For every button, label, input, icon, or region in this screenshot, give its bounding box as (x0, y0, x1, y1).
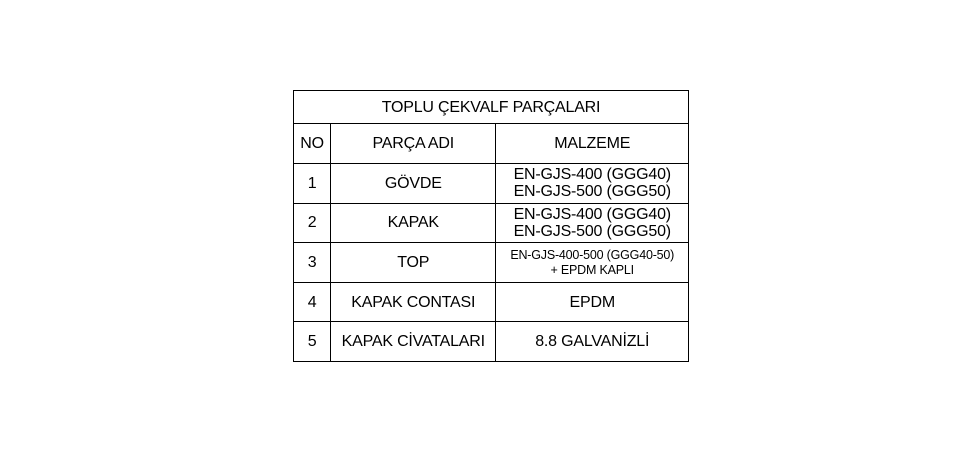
parts-table (293, 90, 689, 362)
row-no: 1 (294, 164, 331, 204)
material-line: + EPDM KAPLI (550, 262, 634, 277)
row-material (496, 282, 689, 322)
row-no: 5 (294, 322, 331, 362)
row-material (496, 203, 689, 243)
material-line: EPDM (569, 293, 615, 311)
table-header-row (294, 124, 689, 164)
row-part-name: KAPAK CİVATALARI (331, 322, 496, 362)
row-no: 3 (294, 243, 331, 283)
row-no: 4 (294, 282, 331, 322)
material-line: EN-GJS-400 (GGG40) (513, 166, 671, 184)
header-part-name: PARÇA ADI (331, 124, 496, 164)
row-part-name: TOP (331, 243, 496, 283)
row-material (496, 164, 689, 204)
table-title: TOPLU ÇEKVALF PARÇALARI (294, 91, 689, 124)
table-row (294, 164, 689, 204)
table-row (294, 322, 689, 362)
header-material: MALZEME (496, 124, 689, 164)
row-part-name: GÖVDE (331, 164, 496, 204)
row-part-name: KAPAK CONTASI (331, 282, 496, 322)
table-row (294, 203, 689, 243)
material-line: EN-GJS-400-500 (GGG40-50) (510, 247, 675, 262)
row-part-name: KAPAK (331, 203, 496, 243)
material-line: EN-GJS-500 (GGG50) (513, 183, 671, 201)
material-line: EN-GJS-400 (GGG40) (513, 205, 671, 223)
row-material (496, 322, 689, 362)
header-no: NO (294, 124, 331, 164)
table-title-row (294, 91, 689, 124)
material-line: 8.8 GALVANİZLİ (535, 333, 650, 351)
material-line: EN-GJS-500 (GGG50) (513, 222, 671, 240)
row-no: 2 (294, 203, 331, 243)
table-row (294, 282, 689, 322)
table-row (294, 243, 689, 283)
row-material (496, 243, 689, 283)
